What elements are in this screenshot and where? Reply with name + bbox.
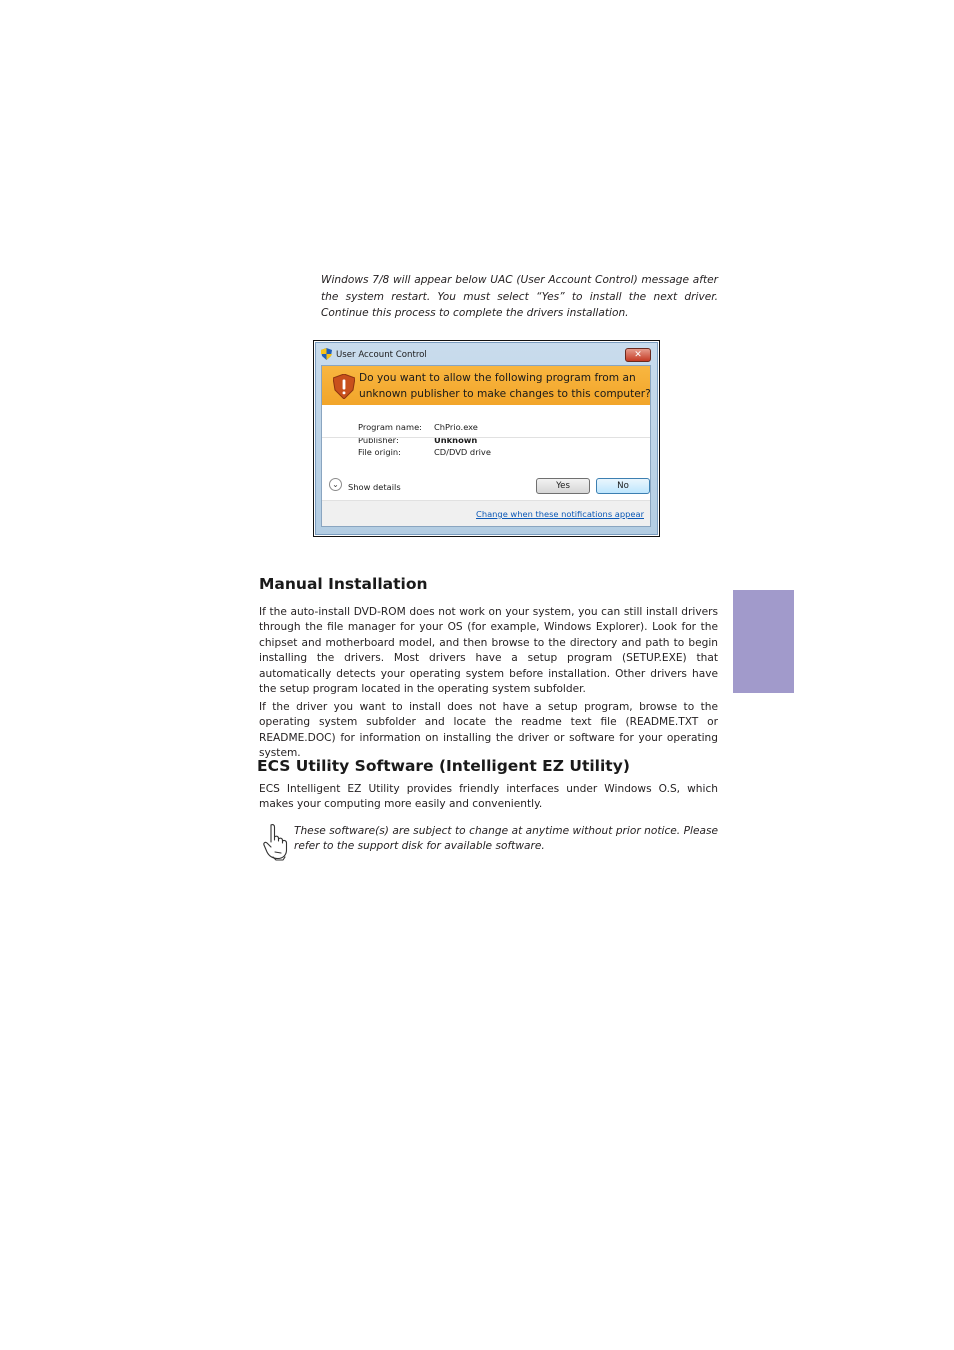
program-name-row [358, 422, 478, 432]
no-button[interactable]: No [596, 478, 650, 494]
warning-shield-icon [333, 374, 355, 399]
file-origin-label: File origin: [358, 447, 401, 457]
shield-icon [321, 348, 332, 360]
program-name-label: Program name: [358, 422, 422, 432]
manual-paragraph-1: If the auto-install DVD-ROM does not work on your system, you can still install drivers through the file manager for your OS (for example, Windows Explorer). Look for the chipset and motherboard model, and then browse to the directory and path to begin installing the drivers. Most drivers have a setup program (SETUP.EXE) that automatically detects your operating system before installation. Other drivers have the setup program located in the operating system subfolder. [259, 606, 718, 696]
uac-window-frame [315, 342, 658, 535]
manual-installation-heading: Manual Installation [259, 575, 428, 593]
file-origin-row [358, 447, 491, 457]
uac-details-bar [322, 474, 650, 501]
yes-button[interactable]: Yes [536, 478, 590, 494]
publisher-value: Unknown [434, 435, 478, 445]
close-button[interactable] [625, 348, 651, 362]
close-icon: ✕ [634, 350, 642, 360]
intro-text: Windows 7/8 will appear below UAC (User Account Control) message after the system restart. You must select “Yes” to install the next driver. Continue this process to complete the drivers installation. [321, 274, 718, 319]
uac-title: User Account Control [336, 350, 427, 360]
show-details-link[interactable]: Show details [348, 482, 401, 492]
chevron-down-icon[interactable]: ⌄ [329, 478, 342, 491]
chapter-side-tab [733, 590, 794, 693]
file-origin-value: CD/DVD drive [434, 447, 491, 457]
uac-dialog [313, 340, 660, 537]
uac-question: Do you want to allow the following program from an unknown publisher to make changes to this computer? [359, 372, 651, 400]
ecs-utility-heading: ECS Utility Software (Intelligent EZ Utility) [257, 757, 630, 775]
program-name-value: ChPrio.exe [434, 422, 478, 432]
uac-titlebar [316, 343, 657, 364]
notifications-link[interactable]: Change when these notifications appear [476, 509, 644, 519]
note-text: These software(s) are subject to change at anytime without prior notice. Please refer to the support disk for available software. [294, 825, 718, 853]
manual-paragraph-2: If the driver you want to install does not have a setup program, browse to the operating system subfolder and locate the readme text file (README.TXT or README.DOC) for information on installing the driver or software for your operating system. [259, 701, 718, 760]
publisher-label: Publisher: [358, 435, 399, 445]
pointing-hand-icon [262, 823, 292, 861]
uac-content [321, 365, 651, 527]
uac-footer [322, 501, 650, 526]
ecs-paragraph: ECS Intelligent EZ Utility provides friendly interfaces under Windows O.S, which makes your computing more easily and conveniently. [259, 783, 718, 811]
uac-warning-banner [322, 366, 650, 405]
